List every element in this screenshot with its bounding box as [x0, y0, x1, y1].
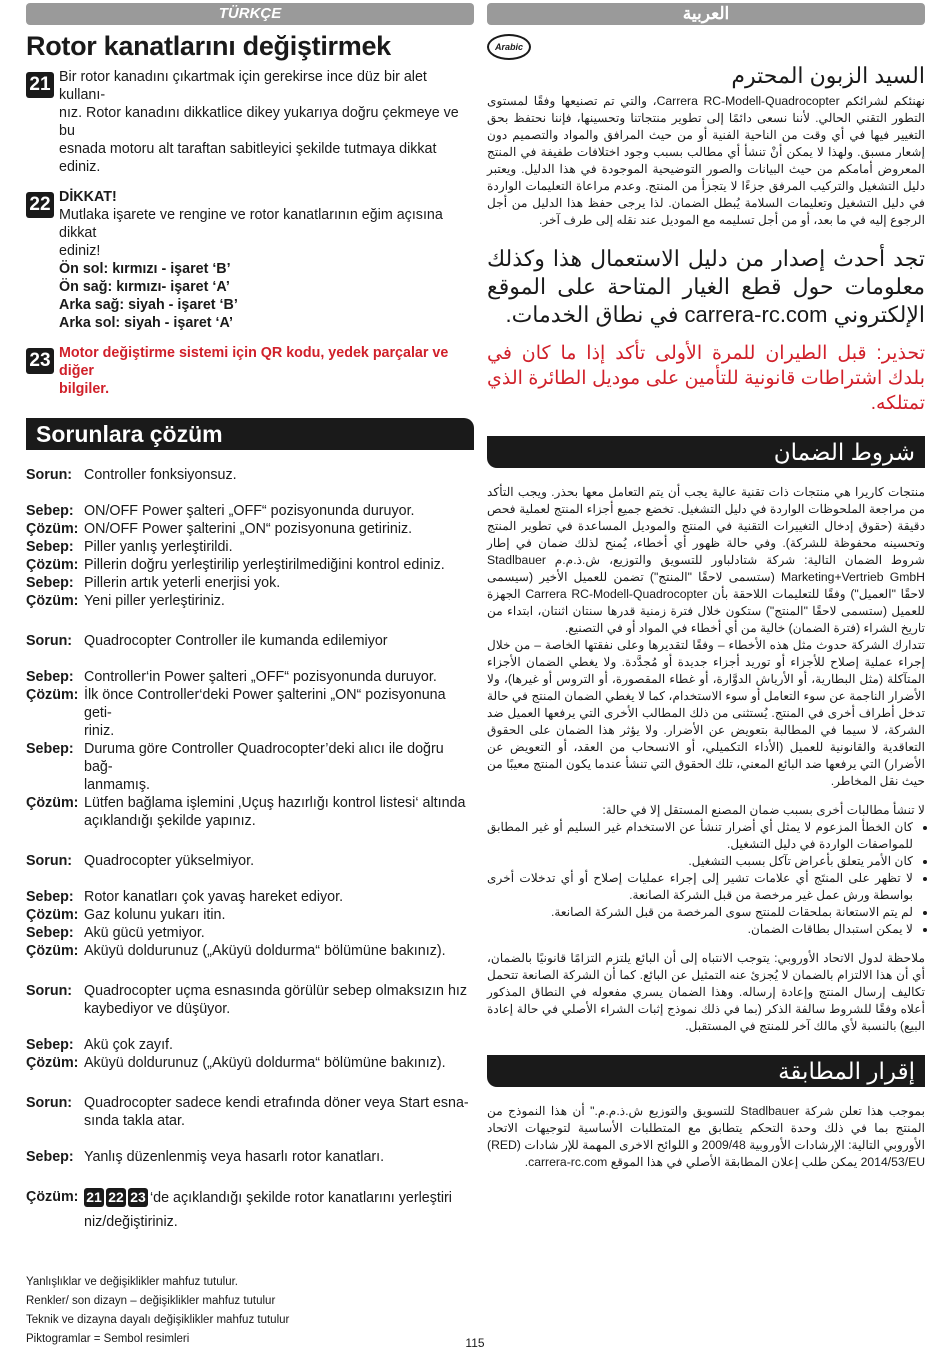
step-ref-22: 22 — [106, 1188, 126, 1207]
problem-block — [26, 1094, 474, 1166]
row-text: Lütfen bağlama işlemini ‚Uçuş hazırlığı kontrol listesi‘ altında açıklandığı şekilde yapınız. — [84, 795, 466, 829]
row-key: Sorun: — [26, 1095, 73, 1111]
row-text — [84, 484, 474, 502]
row-key: Çözüm: — [26, 907, 79, 923]
intro-paragraph: نهنئكم لشرائكم Carrera RC-Modell-Quadrocopter، والتي تم تصنيعها وفقًا لمستوى التطور التقني الحالي. لأننا نسعى دائمًا إلى تطوير منتجاتنا وتحسينها، فإننا نحتفظ بحق التغيير فيها في أي وقت من الناحية الفنية أو من حيث المرافق والمواد والتصميم دون إشعار مسبق. ولهذا لا يمكن أنْ تنشأ أي مطالب بسبب وجود اختلافات طفيفة في المنتج المعروض أمامكم من حيث البيانات والصور التوضيحية الموجودة في هذا الدليل. ويعتبر دليل التشغيل والتركيب المرفق جزءًا لا يتجزأ من المنتج. وعدم مراعاة التعليمات الواردة في دليل التشغيل وتعليمات السلامة يُبطل الضمان. لذا يرجى حفظ هذا الدليل من أجل الرجوع إليه في ما بعد، أو من أجل تسليمه مع الموديل عند نقله إلى طرف آخر. — [487, 94, 926, 227]
conformity-heading: إقرار المطابقة — [487, 1055, 925, 1087]
rotor-marking: Ön sol: kırmızı - işaret ‘B’ — [59, 261, 231, 277]
row-text: Quadrocopter sadece kendi etrafında döner veya Start esna- sında takla atar. — [84, 1095, 469, 1129]
row-key — [26, 870, 84, 888]
row-text — [84, 870, 474, 888]
row-key: Sebep: — [26, 1149, 74, 1165]
warranty-paragraph: منتجات كاريرا هي منتجات ذات تقنية عالية يجب أن يتم التعامل معها بحذر. ويجب التأكد من مراجعة الملحوظات الواردة في دليل التشغيل. تخضع جميع أجزاء المنتج لعملية فحص دقيقة (حقوق إدخال التغييرات التقنية في المنتج والموديل المساعدة في تطوير المنتج وتحسينه محفوظة للشركة). وفي حالة ظهور أي أخطاء، يُمنح لذلك ضمان في إطار شروط الضمان التالية: شركة شتادلباور للتسويق والتوزيع، ش.ذ.م.م Stadlbauer Marketing+Vertrieb GmbH (ستسمى لاحقًا "المنتج") تضمن للعميل الأخير (سيسمى لاحقًا "العميل") وفقًا للتعليمات اللاحقة بأن Carrera RC-Modell-Quadrocopter الجهزة للعميل (ستسمى لاحقًا "المنتج") ستكون خلال فترة زمنية قدرها سنتان اثنتان، ابتداء من تاريخ الشراء (فترة الضمان) خالية من أي أخطاء في المواد أو في التصنيع. — [487, 485, 925, 635]
insurance-warning: تحذير: قبل الطيران للمرة الأولى تأكد إذا ما كان في بلدك اشتراطات قانونية للتأمين على موديل الطائرة الذي تمتلكه. — [487, 343, 925, 414]
arabic-column — [487, 0, 925, 1171]
turkish-column — [26, 0, 474, 1349]
footnote: Piktogramlar = Sembol resimleri — [26, 1333, 190, 1345]
list-item: • كان الأمر يتعلق بأعراض تآكل بسبب التشغيل. — [487, 853, 913, 870]
row-text — [84, 1130, 474, 1148]
step-text: esnada motoru alt taraftan sabitleyici şekilde tutmaya dikkat ediniz. — [59, 141, 437, 175]
row-text: Piller yanlış yerleştirildi. — [84, 539, 233, 555]
language-label-turkish: TÜRKÇE — [26, 3, 474, 25]
step-text: nız. Rotor kanadını dikkatlice dikey yukarıya doğru çekmeye ve bu — [59, 105, 459, 139]
footnote: Renkler/ son dizayn – değişiklikler mahfuz tutulur — [26, 1295, 276, 1307]
warranty-paragraph: تتدارك الشركة حدوث مثل هذه الأخطاء – وفقًا لتقديرها وعلى نفقتها الخاصة – من خلال إجراء عملية إصلاح للأجزاء أو توريد أجزاء جديدة أو مُجدَّدة. ولا يغطي الضمان الأجزاء المتآكلة (مثل البطارية، أو الأرياش الدوَّارة، أو غطاء المقصورة، أو التروس أو غيرها)، ولا الأضرار الناجمة عن سوء التعامل أو سوء الاستخدام، كما لا يغطي الضمان المنتج في حالة تدخل أطراف أخرى في المنتج. يُستثنى من ذلك المطالب الأخرى التي يرفعها العميل ضد الشركة، لا سيما في المطالبة بتعويض عن الأضرار. ولا يؤثر هذا الضمان على الحقوق التعاقدية والقانونية للعميل (الأداء التكميلي، أو الانسحاب من العقد، أو التعويض عن الأضرار) التي يرفعها ضد البائع المعني، تلك الحقوق التي تنشأ عندما يكون المنتج معيبًا من حيث نقل المخاطر. — [487, 638, 925, 788]
rotor-marking: Arka sol: siyah - işaret ‘A’ — [59, 315, 234, 331]
page-title: Rotor kanatlarını değiştirmek — [26, 31, 391, 61]
row-key: Çözüm: — [26, 943, 79, 959]
row-text: Duruma göre Controller Quadrocopter’deki alıcı ile doğru bağ- lanmamış. — [84, 741, 444, 793]
qr-info-text: bilgiler. — [59, 381, 110, 397]
rotor-marking: Arka sağ: siyah - işaret ‘B’ — [59, 297, 238, 313]
row-key: Çözüm: — [26, 593, 79, 609]
manual-info: تجد أحدث إصدار من دليل الاستعمال هذا وكذلك معلومات حول قطع الغيار المتاحة على الموقع الإلكتروني carrera-rc.com في نطاق الخدمات. — [487, 246, 925, 327]
row-text: Rotor kanatları çok yavaş hareket ediyor. — [84, 889, 344, 905]
row-text — [84, 1018, 474, 1036]
step-text: Mutlaka işarete ve rengine ve rotor kanatlarının eğim açısına dikkat — [59, 207, 443, 241]
row-text: Yanlış düzenlenmiş veya hasarlı rotor kanatları. — [84, 1149, 385, 1165]
list-item: • كان الخطأ المزعوم لا يمثل أي أضرار تنشأ عن الاستخدام غير السليم أو غير المطابق للمواصفات الواردة في دليل التشغيل. — [487, 819, 913, 853]
row-key: Sebep: — [26, 503, 74, 519]
row-key: Sebep: — [26, 1037, 74, 1053]
row-key: Çözüm: — [26, 795, 79, 811]
list-item: • لم يتم الاستعانة بملحقات للمنتج سوى المرخصة من قبل الشركة الصانعة. — [487, 904, 913, 921]
row-key: Sorun: — [26, 633, 73, 649]
step-ref-21: 21 — [84, 1188, 104, 1207]
row-text: ON/OFF Power şalterini „ON“ pozisyonuna getiriniz. — [84, 521, 413, 537]
step-23 — [26, 344, 474, 398]
row-text: Akü gücü yetmiyor. — [84, 925, 205, 941]
row-text: Yeni piller yerleştiriniz. — [84, 593, 225, 609]
solution-key: Çözüm: — [26, 1189, 79, 1205]
row-text: Controller‘in Power şalteri „OFF“ pozisyonunda duruyor. — [84, 669, 437, 685]
problem-block — [26, 632, 474, 830]
row-key — [26, 650, 84, 668]
problem-block — [26, 466, 474, 610]
row-key: Sebep: — [26, 669, 74, 685]
rotor-marking: Ön sağ: kırmızı- işaret ‘A’ — [59, 279, 230, 295]
row-key — [26, 1130, 84, 1148]
row-text: Gaz kolunu yukarı itin. — [84, 907, 226, 923]
step-text: Bir rotor kanadını çıkartmak için gerekirse ince düz bir alet kullanı- — [59, 69, 427, 103]
page-number: 115 — [465, 1336, 485, 1350]
row-text: ON/OFF Power şalteri „OFF“ pozisyonunda duruyor. — [84, 503, 415, 519]
step-21 — [26, 68, 474, 176]
row-key: Çözüm: — [26, 521, 79, 537]
row-key: Sebep: — [26, 925, 74, 941]
row-key: Sorun: — [26, 467, 73, 483]
step-number-21: 21 — [26, 72, 54, 98]
warranty-paragraph: لا تنشأ مطالبات أخرى بسبب ضمان المصنع المستقل إلا في حالة: — [602, 803, 925, 817]
row-key — [26, 484, 84, 502]
row-key: Sebep: — [26, 889, 74, 905]
row-key: Sebep: — [26, 539, 74, 555]
row-text: Quadrocopter Controller ile kumanda edilemiyor — [84, 633, 388, 649]
step-22 — [26, 188, 474, 332]
qr-info-text: Motor değiştirme sistemi için QR kodu, yedek parçalar ve diğer — [59, 345, 449, 379]
step-text: ediniz! — [59, 243, 101, 259]
row-key: Sebep: — [26, 741, 74, 757]
arabic-badge: Arabic — [487, 34, 531, 60]
problem-block — [26, 852, 474, 960]
last-solution — [26, 1188, 474, 1231]
row-text: Controller fonksiyonsuz. — [84, 467, 237, 483]
row-text: Akü çok zayıf. — [84, 1037, 173, 1053]
troubleshooting-heading: Sorunlara çözüm — [26, 418, 474, 450]
row-text: Pillerin doğru yerleştirilip yerleştirilmediğini kontrol ediniz. — [84, 557, 445, 573]
greeting: السيد الزبون المحترم — [731, 63, 925, 88]
row-key: Sorun: — [26, 853, 73, 869]
row-key: Sebep: — [26, 575, 74, 591]
list-item: • لا يمكن استبدال بطاقات الضمان. — [487, 921, 913, 938]
row-text: İlk önce Controller‘deki Power şalterini „ON“ pozisyonuna geti- riniz. — [84, 687, 446, 739]
row-key: Çözüm: — [26, 1055, 79, 1071]
warranty-conditions — [487, 819, 925, 938]
row-text: Quadrocopter yükselmiyor. — [84, 853, 255, 869]
warranty-heading: شروط الضمان — [487, 436, 925, 468]
step-ref-23: 23 — [128, 1188, 148, 1207]
row-key — [26, 1018, 84, 1036]
footnote: Teknik ve dizayna dayalı değişiklikler mahfuz tutulur — [26, 1314, 290, 1326]
row-key: Sorun: — [26, 983, 73, 999]
row-text: Pillerin artık yeterli enerjisi yok. — [84, 575, 281, 591]
row-text: Aküyü doldurunuz („Aküyü doldurma“ bölümüne bakınız). — [84, 1055, 446, 1071]
solution-text: ‘de açıklandığı şekilde rotor kanatlarını yerleştiri — [150, 1190, 452, 1206]
warning-heading: DİKKAT! — [59, 189, 117, 205]
step-number-22: 22 — [26, 192, 54, 218]
eu-note: ملاحظة لدول الاتحاد الأوروبي: يتوجب الانتباه إلى أن البائع يلتزم التزامًا قانونيًا بالضمان، أي أن هذا الالتزام بالضمان لا يُجزئ عنه التمثيل عن البائع. كما أن الشركة الصانعة تتحمل تكاليف إرسال المنتج وإعادة إرساله. وهذا الضمان يسري مفعوله في النطاق المذكور أعلاه وفقًا للشروط سالفة الذكر (بما في ذلك نموذج إثبات الشراء الأصلي في حالة إعادة البيع) بالنسبة لأي مالك آخر للمنتج في المستقبل. — [487, 951, 925, 1033]
problem-block — [26, 982, 474, 1072]
footnote: Yanlışlıklar ve değişiklikler mahfuz tutulur. — [26, 1276, 238, 1288]
conformity-text: بموجب هذا تعلن شركة Stadlbauer للتسويق والتوزيع ش.ذ.م.م." أن هذا النموذج من المنتج بما في ذلك وحدة التحكم يتطابق مع المتطلبات الأساسية لتوجيهات الاتحاد الأوروبي التالية: الإرشادات الأوروبية 2009/48 و اللوائح الاخرى المهمة للإر شادات (RED) 2014/53/EU يمكن طلب إعلان المطابقة الأصلي في هذا الموقع carrera-rc.com. — [487, 1104, 925, 1169]
row-key: Çözüm: — [26, 557, 79, 573]
solution-text: niz/değiştiriniz. — [84, 1214, 178, 1230]
language-label-arabic: العربية — [487, 3, 925, 25]
step-number-23: 23 — [26, 348, 54, 374]
row-text: Quadrocopter uçma esnasında görülür sebep olmaksızın hız kaybediyor ve düşüyor. — [84, 983, 468, 1017]
row-text: Aküyü doldurunuz („Aküyü doldurma“ bölümüne bakınız). — [84, 943, 446, 959]
list-item: • لا تظهر على المنتَج أي علامات تشير إلى إجراء عمليات إصلاح أو أي تدخلات أخرى بواسطة ورش عمل غير مرخصة من قبل الشركة الصانعة. — [487, 870, 913, 904]
row-text — [84, 650, 474, 668]
row-key: Çözüm: — [26, 687, 79, 703]
troubleshooting-list — [26, 466, 474, 1166]
